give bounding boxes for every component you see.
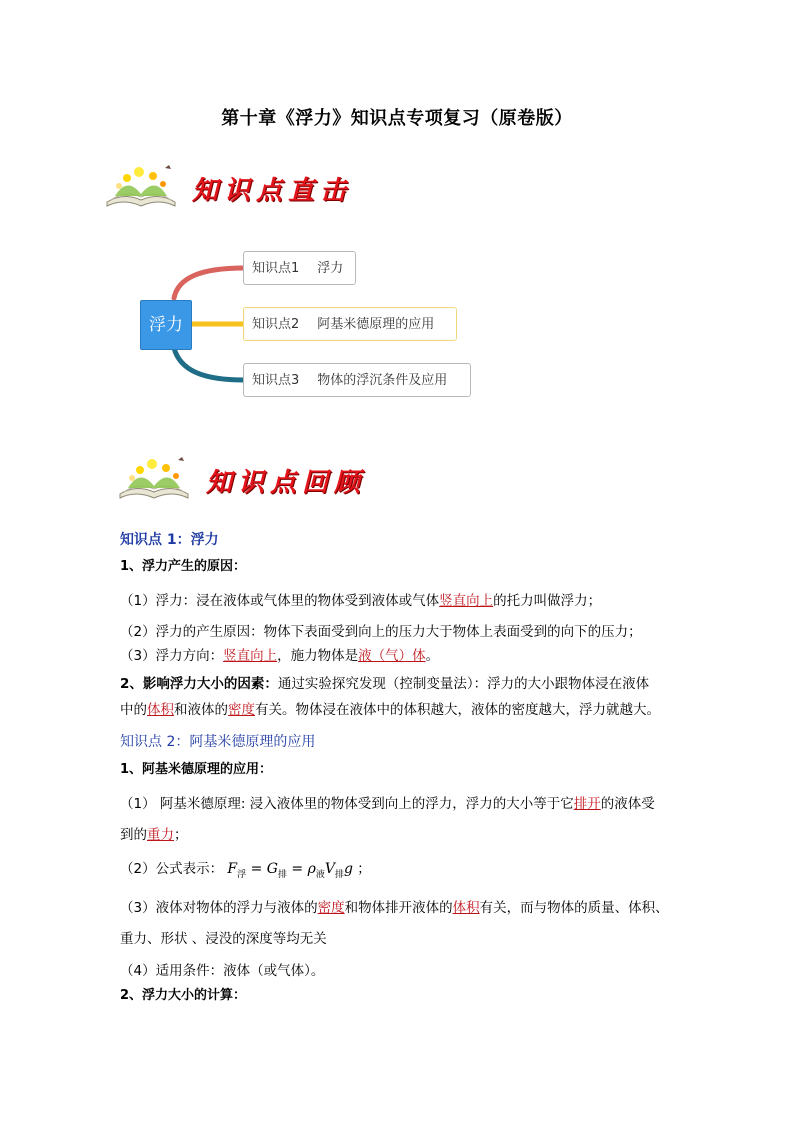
emphasis: 排开 bbox=[573, 796, 601, 812]
mindmap-node-3-label: 物体的浮沉条件及应用 bbox=[317, 373, 448, 388]
mindmap-node-3 bbox=[243, 363, 471, 397]
sym-rho: ρ bbox=[307, 861, 316, 877]
emphasis: 体积 bbox=[147, 702, 174, 718]
section1-item2: （2）浮力的产生原因：物体下表面受到向上的压力大于物体上表面受到的向下的压力； bbox=[120, 624, 642, 640]
section1-item3 bbox=[120, 644, 439, 664]
section1-sub2 bbox=[120, 672, 649, 692]
text: 和物体排开液体的 bbox=[344, 900, 453, 916]
sym-gravity: g bbox=[344, 861, 353, 877]
text: 中的 bbox=[120, 702, 147, 718]
mindmap-branch-1 bbox=[174, 268, 244, 298]
text: 的液体受 bbox=[600, 796, 655, 812]
section1-item1 bbox=[120, 589, 601, 609]
text: （1） 阿基米德原理: 浸入液体里的物体受到向上的浮力，浮力的大小等于它 bbox=[120, 796, 574, 812]
section2-item1 bbox=[120, 792, 655, 812]
text: （3）液体对物体的浮力与液体的 bbox=[120, 900, 318, 916]
section1-heading: 知识点 1：浮力 bbox=[120, 532, 219, 548]
sub-displaced: 排 bbox=[334, 869, 344, 880]
emphasis: 竖直向上 bbox=[223, 648, 278, 664]
emphasis: 密度 bbox=[317, 900, 345, 916]
section1-sub1: 1、浮力产生的原因： bbox=[120, 559, 247, 574]
text: 有关。物体浸在液体中的体积越大，液体的密度越大，浮力就越大。 bbox=[255, 702, 660, 718]
emphasis: 竖直向上 bbox=[439, 593, 494, 609]
mindmap-branch-3 bbox=[174, 348, 244, 380]
emphasis: 密度 bbox=[228, 702, 255, 718]
sub-displaced: 排 bbox=[277, 869, 287, 880]
text: （2）公式表示： bbox=[120, 861, 224, 877]
text: 。 bbox=[425, 648, 440, 664]
section2-sub2: 2、浮力大小的计算： bbox=[120, 988, 247, 1003]
section-banner-direct: 知识点直击 bbox=[192, 176, 353, 206]
sub-liquid: 液 bbox=[315, 869, 325, 880]
section1-line2 bbox=[120, 698, 660, 718]
mindmap-node-2-num: 知识点2 bbox=[252, 317, 300, 332]
sym-g: G bbox=[266, 861, 278, 877]
sub-float: 浮 bbox=[237, 869, 247, 880]
mindmap-node-3-num: 知识点3 bbox=[252, 373, 300, 388]
section2-item2 bbox=[120, 857, 371, 880]
emphasis: 液（气）体 bbox=[358, 648, 426, 664]
section-banner-review: 知识点回顾 bbox=[206, 468, 367, 498]
section2-sub1: 1、阿基米德原理的应用： bbox=[120, 762, 273, 777]
text: ； bbox=[174, 827, 188, 843]
section2-item1-cont bbox=[120, 823, 188, 843]
mindmap-root: 浮力 bbox=[140, 300, 192, 350]
mindmap-node-2 bbox=[243, 307, 457, 341]
book-flowers-icon bbox=[105, 162, 177, 210]
book-flowers-icon bbox=[118, 454, 190, 502]
mindmap-node-1-label: 浮力 bbox=[317, 261, 344, 276]
emphasis: 体积 bbox=[452, 900, 480, 916]
sub2-label: 2、影响浮力大小的因素： bbox=[120, 676, 278, 692]
text: 和液体的 bbox=[174, 702, 228, 718]
text: 有关，而与物体的质量、体积、 bbox=[479, 900, 669, 916]
mindmap-node-2-label: 阿基米德原理的应用 bbox=[317, 317, 435, 332]
text: 的托力叫做浮力； bbox=[493, 593, 602, 609]
text: ； bbox=[357, 861, 371, 877]
text: （3）浮力方向： bbox=[120, 648, 224, 664]
text: ，施力物体是 bbox=[277, 648, 359, 664]
mindmap-node-1 bbox=[243, 251, 356, 285]
section2-item4: （4）适用条件：液体（或气体）。 bbox=[120, 963, 325, 979]
sym-f: F bbox=[227, 861, 238, 877]
section2-heading: 知识点 2：阿基米德原理的应用 bbox=[120, 734, 316, 750]
section2-item3 bbox=[120, 896, 669, 916]
section2-item3-cont: 重力、形状 、浸没的深度等均无关 bbox=[120, 931, 327, 947]
text: 到的 bbox=[120, 827, 147, 843]
mindmap-node-1-num: 知识点1 bbox=[252, 261, 300, 276]
page-title: 第十章《浮力》知识点专项复习（原卷版） bbox=[221, 108, 573, 129]
text: （1）浮力：浸在液体或气体里的物体受到液体或气体 bbox=[120, 593, 440, 609]
buoyancy-formula: $F_浮 = G_排 = \rho_液V_排g$ bbox=[227, 861, 353, 880]
emphasis: 重力 bbox=[147, 827, 174, 843]
sym-v: V bbox=[324, 861, 335, 877]
text: 通过实验探究发现（控制变量法）：浮力的大小跟物体浸在液体 bbox=[277, 676, 650, 692]
